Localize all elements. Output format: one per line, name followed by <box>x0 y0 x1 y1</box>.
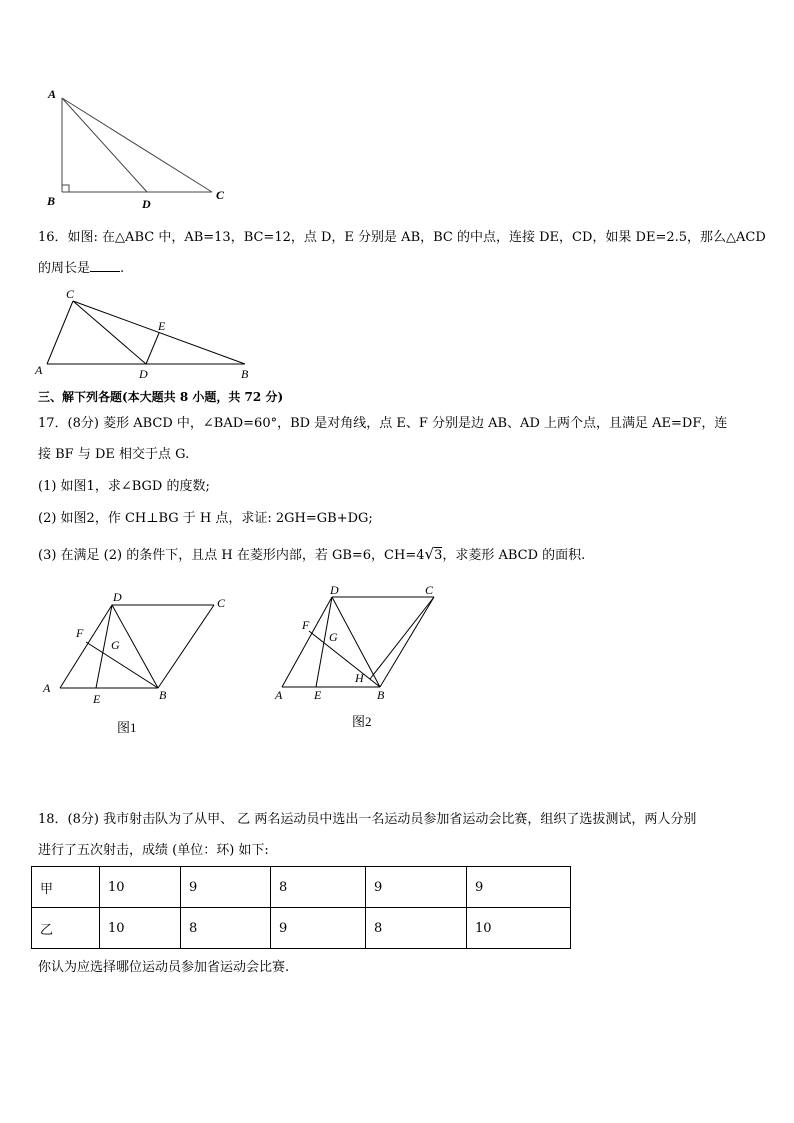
table-cell: 9 <box>271 908 366 949</box>
label-E: E <box>93 692 101 706</box>
table-cell: 10 <box>100 908 181 949</box>
label-B: B <box>159 688 167 702</box>
label-C: C <box>217 596 226 610</box>
q17-line2: 接 BF 与 DE 相交于点 G. <box>38 447 190 462</box>
table-row <box>32 908 571 949</box>
table-cell: 8 <box>271 867 366 908</box>
label-H: H <box>355 671 364 685</box>
q17-part3-suffix: ，求菱形 ABCD 的面积. <box>442 548 586 563</box>
table-row <box>32 867 571 908</box>
label-B: B <box>47 194 56 208</box>
label-C: C <box>425 583 434 597</box>
label-F: F <box>76 626 84 640</box>
figure-1-caption: 图1 <box>117 720 137 735</box>
q17-part1: (1) 如图1，求∠BGD 的度数; <box>38 479 210 494</box>
scores-table <box>31 866 571 949</box>
label-C: C <box>216 188 225 202</box>
table-cell: 10 <box>100 867 181 908</box>
q17-part3-prefix: (3) 在满足 (2) 的条件下，且点 H 在菱形内部，若 GB=6，CH=4 <box>38 548 425 563</box>
table-cell: 乙 <box>32 908 100 949</box>
q16-line2-prefix: 的周长是 <box>38 261 91 276</box>
label-D: D <box>113 590 122 604</box>
q18-line2: 进行了五次射击，成绩 (单位：环) 如下: <box>38 843 269 858</box>
label-G: G <box>329 630 338 644</box>
label-E: E <box>158 319 166 333</box>
label-B: B <box>241 367 249 381</box>
table-cell: 9 <box>366 867 467 908</box>
label-C: C <box>66 287 75 301</box>
table-cell: 10 <box>467 908 571 949</box>
label-F: F <box>302 618 310 632</box>
label-A: A <box>43 681 51 695</box>
q17-line1: 17．(8分) 菱形 ABCD 中，∠BAD=60°，BD 是对角线，点 E、F 分别是边 AB、AD 上两个点，且满足 AE=DF，连 <box>38 416 728 431</box>
section-3-title: 三、解下列各题(本大题共 8 小题，共 72 分) <box>38 390 284 404</box>
figure-q15-triangle <box>40 84 240 210</box>
sqrt-sign: √ <box>424 545 435 563</box>
label-D: D <box>139 367 148 381</box>
label-G: G <box>111 638 120 652</box>
q17-part3 <box>38 545 585 565</box>
q16-line1: 16．如图: 在△ABC 中，AB=13，BC=12，点 D，E 分别是 AB，BC 的中点，连接 DE，CD，如果 DE=2.5，那么△ACD <box>38 230 766 245</box>
figure-q16-triangle <box>30 286 260 382</box>
label-A: A <box>48 87 57 101</box>
figure-2-caption: 图2 <box>352 714 372 729</box>
q18-question: 你认为应选择哪位运动员参加省运动会比赛. <box>38 960 290 975</box>
label-D: D <box>142 197 151 210</box>
figure-1-rhombus <box>36 586 236 741</box>
label-B: B <box>377 688 385 702</box>
table-cell: 9 <box>467 867 571 908</box>
label-A: A <box>275 688 283 702</box>
q18-line1: 18．(8分) 我市射击队为了从甲、 乙 两名运动员中选出一名运动员参加省运动会比赛，组织了选拔测试，两人分别 <box>38 812 697 827</box>
q17-part2: (2) 如图2，作 CH⊥BG 于 H 点，求证: 2GH=GB+DG; <box>38 511 373 526</box>
label-A: A <box>35 363 43 377</box>
answer-blank <box>90 259 120 272</box>
q16-line2-suffix: . <box>120 261 125 276</box>
label-E: E <box>314 688 322 702</box>
figure-2-rhombus <box>266 578 446 738</box>
label-D: D <box>330 583 339 597</box>
table-cell: 8 <box>366 908 467 949</box>
table-cell: 8 <box>181 908 271 949</box>
table-cell: 甲 <box>32 867 100 908</box>
table-cell: 9 <box>181 867 271 908</box>
q16-line2 <box>38 259 124 278</box>
sqrt-radicand: 3 <box>434 548 443 563</box>
